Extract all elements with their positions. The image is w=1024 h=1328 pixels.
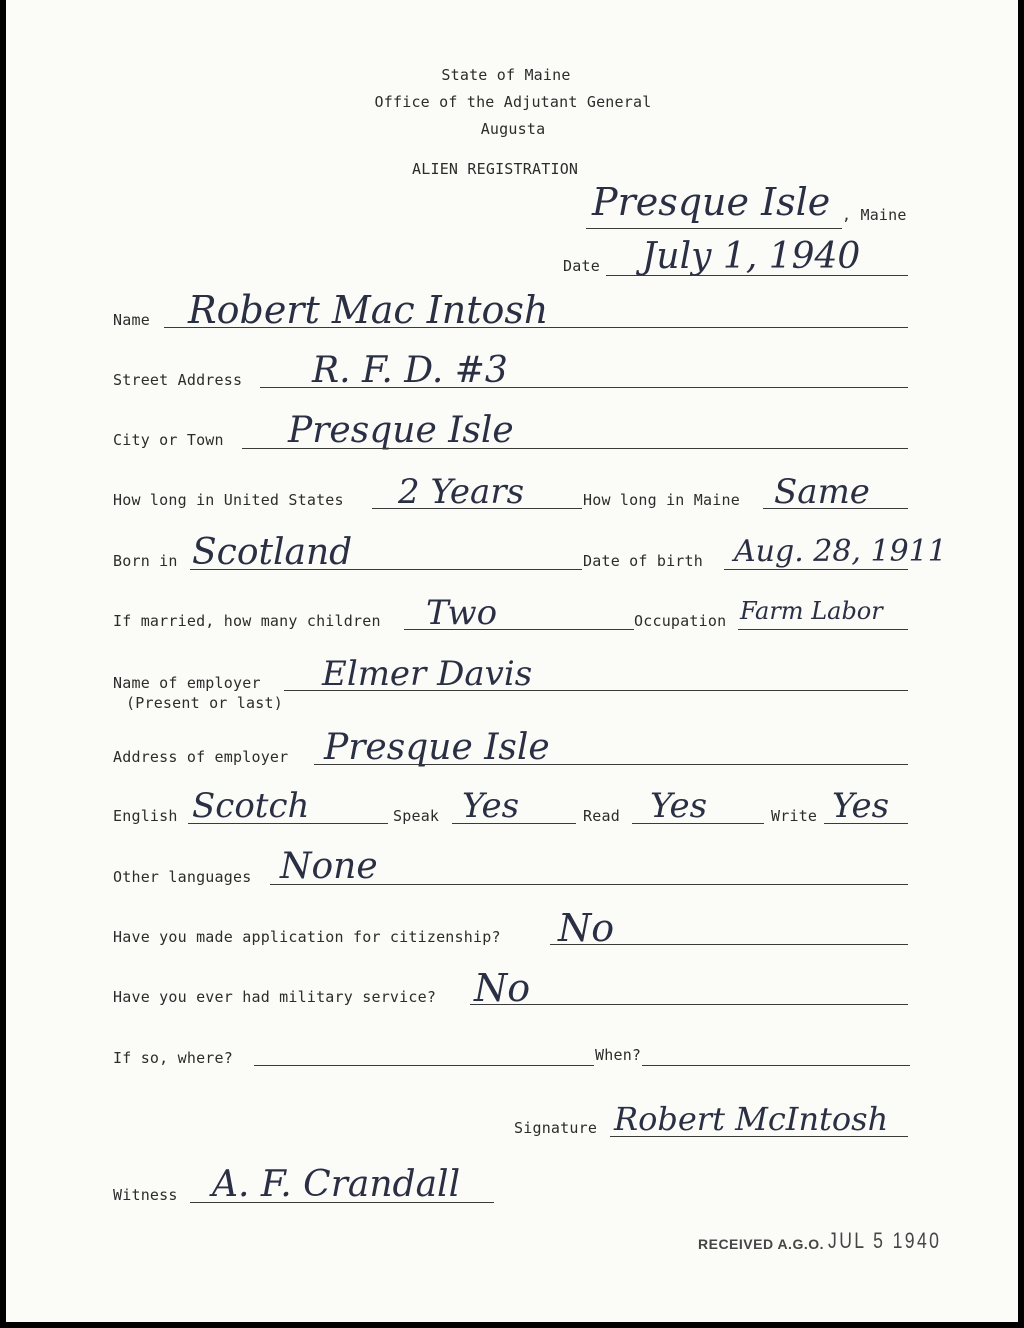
write-value: Yes	[832, 786, 890, 826]
occupation-rule	[738, 629, 908, 630]
write-rule	[824, 823, 908, 824]
children-value: Two	[426, 593, 498, 633]
form-title: ALIEN REGISTRATION	[412, 160, 579, 178]
city-label: City or Town	[113, 431, 224, 449]
employer-value: Elmer Davis	[322, 654, 533, 694]
english-label: English	[113, 807, 178, 825]
name-value: Robert Mac Intosh	[188, 288, 549, 332]
witness-rule	[190, 1202, 494, 1203]
employer-address-value: Presque Isle	[324, 727, 550, 768]
write-label: Write	[771, 807, 818, 825]
street-rule	[260, 387, 908, 388]
citizenship-label: Have you made application for citizenship?	[113, 928, 501, 946]
how-long-maine-rule	[763, 508, 908, 509]
witness-value: A. F. Crandall	[212, 1164, 461, 1205]
born-in-value: Scotland	[192, 532, 353, 573]
citizenship-value: No	[558, 906, 615, 950]
english-rule	[188, 823, 388, 824]
speak-rule	[452, 823, 576, 824]
city-rule	[242, 448, 908, 449]
witness-label: Witness	[113, 1186, 178, 1204]
military-value: No	[474, 966, 531, 1010]
born-in-label: Born in	[113, 552, 178, 570]
other-languages-rule	[270, 884, 908, 885]
place-suffix: , Maine	[842, 206, 907, 224]
place-rule	[586, 228, 842, 229]
occupation-label: Occupation	[634, 612, 727, 630]
name-rule	[164, 327, 908, 328]
header-state: State of Maine	[441, 66, 571, 84]
speak-label: Speak	[393, 807, 440, 825]
date-label: Date	[563, 257, 600, 275]
read-label: Read	[583, 807, 620, 825]
children-rule	[404, 629, 634, 630]
read-value: Yes	[650, 786, 708, 826]
received-stamp-label: RECEIVED A.G.O.	[698, 1236, 825, 1252]
born-in-rule	[190, 569, 582, 570]
registration-form-page	[6, 0, 1018, 1322]
dob-label: Date of birth	[583, 552, 703, 570]
children-label: If married, how many children	[113, 612, 381, 630]
how-long-us-label: How long in United States	[113, 491, 344, 509]
city-value: Presque Isle	[288, 410, 514, 451]
how-long-maine-value: Same	[774, 472, 870, 512]
employer-label: Name of employer	[113, 674, 261, 692]
read-rule	[632, 823, 764, 824]
dob-value: Aug. 28, 1911	[734, 534, 947, 569]
how-long-maine-label: How long in Maine	[583, 491, 740, 509]
employer-address-rule	[314, 764, 908, 765]
when-rule	[642, 1065, 910, 1066]
military-rule	[470, 1004, 908, 1005]
where-label: If so, where?	[113, 1049, 233, 1067]
how-long-us-rule	[372, 508, 582, 509]
date-value: July 1, 1940	[642, 236, 861, 277]
how-long-us-value: 2 Years	[398, 472, 525, 512]
signature-rule	[610, 1136, 908, 1137]
received-stamp-date: JUL 5 1940	[828, 1228, 942, 1253]
street-label: Street Address	[113, 371, 243, 389]
place-value: Presque Isle	[592, 180, 831, 224]
speak-value: Yes	[462, 786, 520, 826]
employer-sublabel: (Present or last)	[126, 694, 283, 712]
other-languages-label: Other languages	[113, 868, 252, 886]
name-label: Name	[113, 311, 150, 329]
dob-rule	[724, 569, 908, 570]
date-rule	[606, 275, 908, 276]
when-label: When?	[595, 1046, 642, 1064]
where-rule	[254, 1065, 594, 1066]
street-value: R. F. D. #3	[312, 350, 508, 391]
header-office: Office of the Adjutant General	[374, 93, 652, 111]
signature-label: Signature	[514, 1119, 598, 1137]
english-value: Scotch	[192, 786, 310, 826]
employer-rule	[284, 690, 908, 691]
employer-address-label: Address of employer	[113, 748, 289, 766]
military-label: Have you ever had military service?	[113, 988, 437, 1006]
occupation-value: Farm Labor	[740, 597, 883, 625]
other-languages-value: None	[280, 846, 378, 887]
signature-value: Robert McIntosh	[614, 1100, 889, 1138]
citizenship-rule	[550, 944, 908, 945]
header-city: Augusta	[480, 120, 546, 138]
